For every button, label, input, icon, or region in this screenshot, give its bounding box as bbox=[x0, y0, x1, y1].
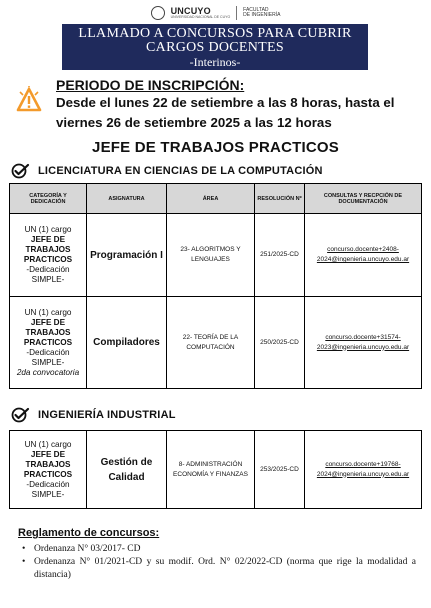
section-heading-industrial bbox=[10, 407, 176, 423]
cell-category bbox=[10, 297, 87, 389]
cat-note: 2da convocatoria bbox=[16, 367, 80, 377]
cat-bold: JEFE DE TRABAJOS PRACTICOS bbox=[23, 449, 73, 479]
cell-category bbox=[10, 214, 87, 297]
uncuyo-logo-subtext: UNIVERSIDAD NACIONAL DE CUYO bbox=[170, 14, 231, 19]
cat-line: UN (1) cargo bbox=[24, 439, 72, 449]
regulations-title: Reglamento de concursos: bbox=[18, 527, 160, 539]
cell-subject: Compiladores bbox=[87, 297, 167, 389]
cat-line: UN (1) cargo bbox=[24, 225, 72, 234]
section-label: LICENCIATURA EN CIENCIAS DE LA COMPUTACIÓN bbox=[38, 165, 323, 177]
cat-dedication: -Dedicación SIMPLE- bbox=[26, 347, 70, 367]
email-link[interactable]: concurso.docente+31574-2023@ingenieria.uncuyo.edu.ar bbox=[305, 297, 422, 389]
faculty-logo bbox=[243, 8, 280, 19]
header-area: ÁREA bbox=[167, 184, 255, 214]
list-item-text: Ordenanza N° 03/2017- CD bbox=[34, 544, 141, 554]
table-row bbox=[10, 431, 422, 509]
period-text: Desde el lunes 22 de setiembre a las 8 horas, hasta el viernes 26 de setiembre 2025 a las 12 horas bbox=[56, 95, 395, 130]
cat-dedication: -Dedicación SIMPLE- bbox=[26, 265, 70, 284]
title-banner bbox=[62, 24, 368, 70]
faculty-logo-line2: DE INGENIERÍA bbox=[243, 12, 281, 18]
list-item bbox=[18, 543, 416, 556]
logo-divider bbox=[236, 6, 237, 20]
list-item-text: Ordenanza N° 01/2021-CD y su modif. Ord. N° 02/2022-CD (norma que rige la modalidad a distancia) bbox=[34, 557, 416, 580]
positions-table-industrial bbox=[9, 430, 422, 509]
section-heading-computacion bbox=[10, 163, 323, 179]
table-row bbox=[10, 214, 422, 297]
list-item bbox=[18, 556, 416, 582]
email-link[interactable]: concurso.docente+2408-2024@ingenieria.uncuyo.edu.ar bbox=[305, 214, 422, 297]
cell-area: 8- ADMINISTRACIÓN ECONOMÍA Y FINANZAS bbox=[167, 431, 255, 509]
section-label: INGENIERÍA INDUSTRIAL bbox=[38, 409, 176, 421]
warning-icon bbox=[16, 86, 42, 114]
cat-bold: JEFE DE TRABAJOS PRACTICOS bbox=[23, 317, 73, 347]
regulations-list bbox=[18, 543, 416, 582]
cat-bold: JEFE DE TRABAJOS PRACTICOS bbox=[23, 235, 73, 264]
bullet-icon: • bbox=[22, 544, 26, 554]
check-circle-icon bbox=[10, 163, 30, 179]
cat-line: UN (1) cargo bbox=[24, 307, 72, 317]
cell-area: 23- ALGORITMOS Y LENGUAJES bbox=[167, 214, 255, 297]
cell-subject: Programación I bbox=[87, 214, 167, 297]
uncuyo-logo bbox=[171, 7, 231, 20]
faculty-logo-line1: FACULTAD bbox=[243, 6, 269, 13]
email-link[interactable]: concurso.docente+19768-2024@ingenieria.uncuyo.edu.ar bbox=[305, 431, 422, 509]
header-asig: ASIGNATURA bbox=[87, 184, 167, 214]
uncuyo-logo-text: UNCUYO bbox=[170, 5, 211, 16]
header-logos bbox=[0, 3, 431, 23]
table-row bbox=[10, 297, 422, 389]
cell-category bbox=[10, 431, 87, 509]
period-title: PERIODO DE INSCRIPCIÓN: bbox=[56, 77, 245, 93]
positions-table-computacion bbox=[9, 183, 422, 389]
cell-resolution: 250/2025-CD bbox=[255, 297, 305, 389]
bullet-icon: • bbox=[22, 557, 26, 567]
main-title: JEFE DE TRABAJOS PRACTICOS bbox=[92, 139, 339, 156]
cell-subject: Gestión de Calidad bbox=[87, 431, 167, 509]
table-header-row bbox=[10, 184, 422, 214]
banner-line-3: -Interinos- bbox=[189, 55, 241, 69]
banner-line-1: LLAMADO A CONCURSOS PARA CUBRIR bbox=[78, 26, 352, 41]
banner-line-2: CARGOS DOCENTES bbox=[146, 40, 284, 55]
cat-dedication: -Dedicación SIMPLE- bbox=[26, 479, 70, 499]
header-cat: CATEGORÍA Y DEDICACIÓN bbox=[10, 184, 87, 214]
header-mail: CONSULTAS Y RECPCIÓN DE DOCUMENTACIÓN bbox=[305, 184, 422, 214]
cell-area: 22- TEORÍA DE LA COMPUTACIÓN bbox=[167, 297, 255, 389]
university-seal-icon bbox=[151, 6, 165, 20]
check-circle-icon bbox=[10, 407, 30, 423]
cell-resolution: 251/2025-CD bbox=[255, 214, 305, 297]
cell-resolution: 253/2025-CD bbox=[255, 431, 305, 509]
header-res: RESOLUCIÓN Nº bbox=[255, 184, 305, 214]
